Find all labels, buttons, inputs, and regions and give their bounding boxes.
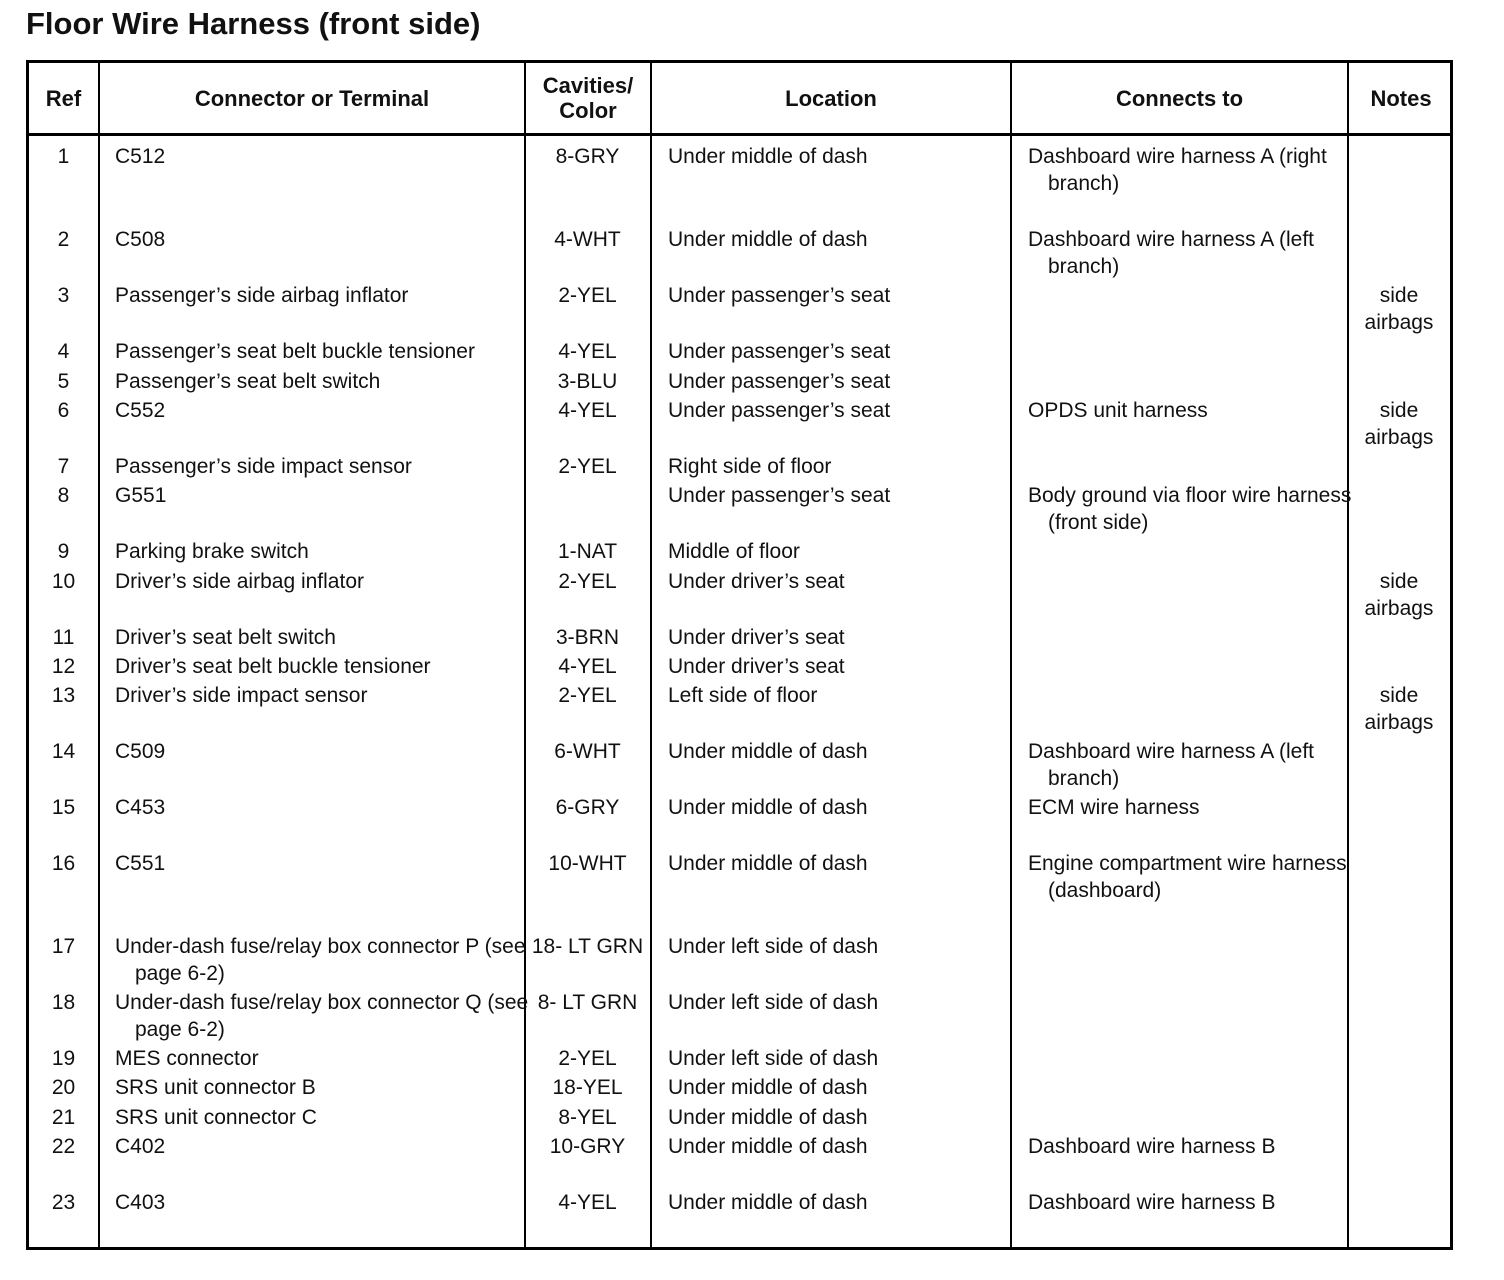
header-notes: Notes <box>1370 85 1432 111</box>
row-ref: 5 <box>57 370 70 393</box>
header-connects-to: Connects to <box>1115 85 1244 111</box>
column-divider <box>1010 63 1012 1247</box>
row-cavities: 4-WHT <box>554 228 621 251</box>
row-location: Under middle of dash <box>668 1135 868 1158</box>
row-cavities: 3-BRN <box>555 626 619 649</box>
row-cavities: 18-YEL <box>552 1076 623 1099</box>
header-cavities-line1: Cavities/ <box>542 73 634 98</box>
row-connector: C402 <box>115 1135 166 1158</box>
row-connects-to: Dashboard wire harness A (left branch) <box>1028 228 1314 278</box>
row-location: Under passenger’s seat <box>668 340 891 363</box>
row-ref: 11 <box>52 626 75 649</box>
row-ref: 18 <box>51 991 76 1014</box>
row-connector: Driver’s seat belt switch <box>115 626 336 649</box>
row-connector: Driver’s side airbag inflator <box>115 570 364 593</box>
row-location: Under passenger’s seat <box>668 484 891 507</box>
row-notes: side airbags <box>1364 570 1434 620</box>
row-cavities: 18- LT GRN <box>531 935 644 958</box>
column-divider <box>650 63 652 1247</box>
row-cavities: 8-GRY <box>555 145 620 168</box>
row-ref: 8 <box>57 484 70 507</box>
row-location: Right side of floor <box>668 455 832 478</box>
row-connects-to: Engine compartment wire harness (dashboard) <box>1028 852 1347 902</box>
row-ref: 7 <box>57 455 70 478</box>
header-connector: Connector or Terminal <box>194 85 430 111</box>
row-location: Under left side of dash <box>668 935 879 958</box>
row-connects-to: Dashboard wire harness A (right branch) <box>1028 145 1327 195</box>
row-location: Middle of floor <box>668 540 800 563</box>
row-connects-to: Dashboard wire harness A (left branch) <box>1028 740 1314 790</box>
row-connector: C508 <box>115 228 166 251</box>
row-cavities: 2-YEL <box>558 1047 617 1070</box>
row-location: Under middle of dash <box>668 1076 868 1099</box>
row-cavities: 6-WHT <box>554 740 621 763</box>
row-location: Under driver’s seat <box>668 570 845 593</box>
row-ref: 16 <box>51 852 76 875</box>
row-location: Under passenger’s seat <box>668 399 891 422</box>
header-ref: Ref <box>45 85 82 111</box>
row-connector: C551 <box>115 852 166 875</box>
row-location: Under middle of dash <box>668 740 868 763</box>
row-location: Under middle of dash <box>668 796 868 819</box>
row-connector: MES connector <box>115 1047 259 1070</box>
row-ref: 19 <box>51 1047 76 1070</box>
row-connects-to: OPDS unit harness <box>1028 399 1208 422</box>
row-cavities: 8-YEL <box>558 1106 617 1129</box>
row-location: Under left side of dash <box>668 991 879 1014</box>
row-ref: 4 <box>57 340 70 363</box>
header-location: Location <box>785 85 877 111</box>
row-cavities: 3-BLU <box>557 370 618 393</box>
row-ref: 6 <box>57 399 70 422</box>
row-cavities: 1-NAT <box>557 540 618 563</box>
row-connector: C552 <box>115 399 166 422</box>
row-cavities: 10-WHT <box>548 852 627 875</box>
row-location: Left side of floor <box>668 684 818 707</box>
row-ref: 2 <box>57 228 70 251</box>
row-location: Under driver’s seat <box>668 655 845 678</box>
row-ref: 12 <box>51 655 76 678</box>
row-connects-to: ECM wire harness <box>1028 796 1200 819</box>
row-ref: 1 <box>57 145 70 168</box>
row-ref: 3 <box>57 284 70 307</box>
column-divider <box>98 63 100 1247</box>
row-connector: Under-dash fuse/relay box connector Q (see page 6-2) <box>115 991 529 1041</box>
row-notes: side airbags <box>1364 684 1434 734</box>
row-connector: Driver’s seat belt buckle tensioner <box>115 655 431 678</box>
row-cavities: 10-GRY <box>549 1135 626 1158</box>
row-location: Under middle of dash <box>668 228 868 251</box>
page-title: Floor Wire Harness (front side) <box>26 6 481 41</box>
row-cavities: 4-YEL <box>558 655 617 678</box>
row-cavities: 6-GRY <box>555 796 620 819</box>
row-ref: 21 <box>51 1106 76 1129</box>
row-ref: 20 <box>51 1076 76 1099</box>
row-connector: SRS unit connector B <box>115 1076 316 1099</box>
row-cavities: 2-YEL <box>558 684 617 707</box>
row-location: Under driver’s seat <box>668 626 845 649</box>
row-cavities: 2-YEL <box>558 284 617 307</box>
row-connector: Passenger’s seat belt switch <box>115 370 381 393</box>
row-connector: C403 <box>115 1191 166 1214</box>
row-location: Under middle of dash <box>668 145 868 168</box>
row-cavities: 8- LT GRN <box>537 991 638 1014</box>
header-divider <box>29 133 1450 136</box>
row-connector: SRS unit connector C <box>115 1106 317 1129</box>
row-connector: C453 <box>115 796 166 819</box>
row-connector: C509 <box>115 740 166 763</box>
row-location: Under passenger’s seat <box>668 370 891 393</box>
row-connects-to: Dashboard wire harness B <box>1028 1135 1276 1158</box>
row-cavities: 4-YEL <box>558 340 617 363</box>
harness-table <box>26 60 1453 1250</box>
row-location: Under middle of dash <box>668 1191 868 1214</box>
row-ref: 9 <box>57 540 70 563</box>
row-ref: 22 <box>51 1135 76 1158</box>
row-location: Under left side of dash <box>668 1047 879 1070</box>
row-connector: Passenger’s side airbag inflator <box>115 284 409 307</box>
row-connects-to: Body ground via floor wire harness (front side) <box>1028 484 1352 534</box>
row-connector: Driver’s side impact sensor <box>115 684 368 707</box>
row-cavities: 4-YEL <box>558 399 617 422</box>
row-notes: side airbags <box>1364 399 1434 449</box>
row-cavities: 4-YEL <box>558 1191 617 1214</box>
row-location: Under middle of dash <box>668 1106 868 1129</box>
row-ref: 17 <box>51 935 76 958</box>
row-connector: Passenger’s side impact sensor <box>115 455 412 478</box>
row-location: Under middle of dash <box>668 852 868 875</box>
row-notes: side airbags <box>1364 284 1434 334</box>
row-connector: C512 <box>115 145 166 168</box>
row-ref: 14 <box>51 740 76 763</box>
row-ref: 23 <box>51 1191 76 1214</box>
header-cavities-line2: Color <box>559 98 617 123</box>
row-cavities: 2-YEL <box>558 570 617 593</box>
row-connects-to: Dashboard wire harness B <box>1028 1191 1276 1214</box>
row-connector: Passenger’s seat belt buckle tensioner <box>115 340 475 363</box>
header-cavities <box>526 63 650 133</box>
row-ref: 13 <box>51 684 76 707</box>
row-connector: G551 <box>115 484 167 507</box>
row-cavities: 2-YEL <box>558 455 617 478</box>
row-ref: 10 <box>51 570 76 593</box>
row-location: Under passenger’s seat <box>668 284 891 307</box>
row-ref: 15 <box>51 796 76 819</box>
row-connector: Under-dash fuse/relay box connector P (see page 6-2) <box>115 935 526 985</box>
row-connector: Parking brake switch <box>115 540 309 563</box>
